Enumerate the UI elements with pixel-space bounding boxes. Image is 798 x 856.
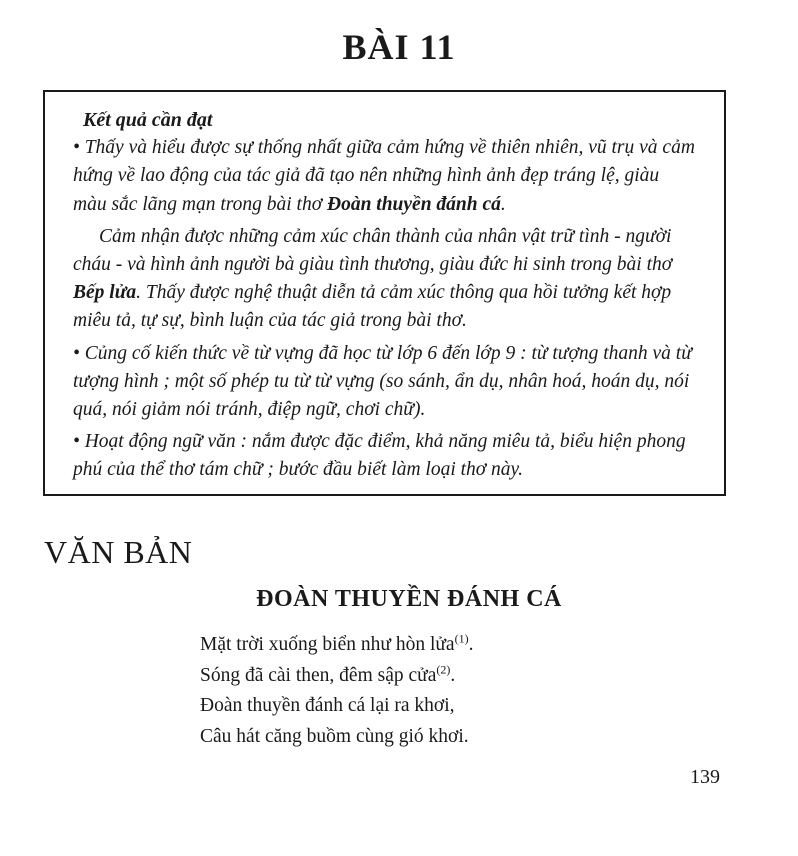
objective-paragraph-3: • Củng cố kiến thức về từ vựng đã học từ lớp 6 đến lớp 9 : từ tượng thanh và từ tượng hình ; một số phép tu từ từ vựng (so sánh, ẩn dụ, nhân hoá, hoán dụ, nói quá, nói giảm nói tránh, điệp ngữ, chơi chữ). [73,342,692,421]
objective-2-text: Cảm nhận được những cảm xúc chân thành của nhân vật trữ tình - người cháu - và hình ảnh người bà giàu tình thương, giàu đức hi sinh trong bài thơ [73,225,673,276]
page-number: 139 [690,766,720,788]
objective-paragraph-1 [73,134,696,219]
poem-stanza [200,630,473,752]
poem-line-1-text: Mặt trời xuống biển như hòn lửa [200,634,455,655]
poem-line-2-text: Sóng đã cài then, đêm sập cửa [200,664,437,686]
poem-line-2 [200,661,473,692]
objectives-box [43,90,726,496]
lesson-title: BÀI 11 [342,27,456,67]
objective-1-end: . [500,193,506,215]
poem-line-1 [200,630,473,661]
poem-line-3: Đoàn thuyền đánh cá lại ra khơi, [200,695,455,716]
section-heading: VĂN BẢN [44,534,193,570]
objective-paragraph-4: • Hoạt động ngữ văn : nắm được đặc điểm, khả năng miêu tả, biểu hiện phong phú của thể thơ tám chữ ; bước đầu biết làm loại thơ này. [73,431,686,481]
poem-line-1-end: . [468,634,474,655]
poem-title-reference-2: Bếp lửa [73,282,137,304]
poem-line-2-end: . [450,664,456,686]
poem-title-reference: Đoàn thuyền đánh cá [326,193,501,215]
footnote-marker-2[interactable]: (2) [436,662,451,676]
objective-2-end: . Thấy được nghệ thuật diễn tả cảm xúc thông qua hồi tưởng kết hợp miêu tả, tự sự, bình luận của tác giả trong bài thơ. [73,282,672,332]
objective-1-text: • Thấy và hiểu được sự thống nhất giữa cảm hứng về thiên nhiên, vũ trụ và cảm hứng về lao động của tác giả đã tạo nên những hình ảnh đẹp tráng lệ, giàu màu sắc lãng mạn trong bài thơ [73,137,695,215]
objective-paragraph-2 [73,223,696,336]
objectives-heading: Kết quả cần đạt [83,109,213,131]
poem-line-4: Câu hát căng buồm cùng gió khơi. [200,725,469,747]
footnote-marker-1[interactable]: (1) [454,631,469,646]
poem-title: ĐOÀN THUYỀN ĐÁNH CÁ [256,586,562,612]
